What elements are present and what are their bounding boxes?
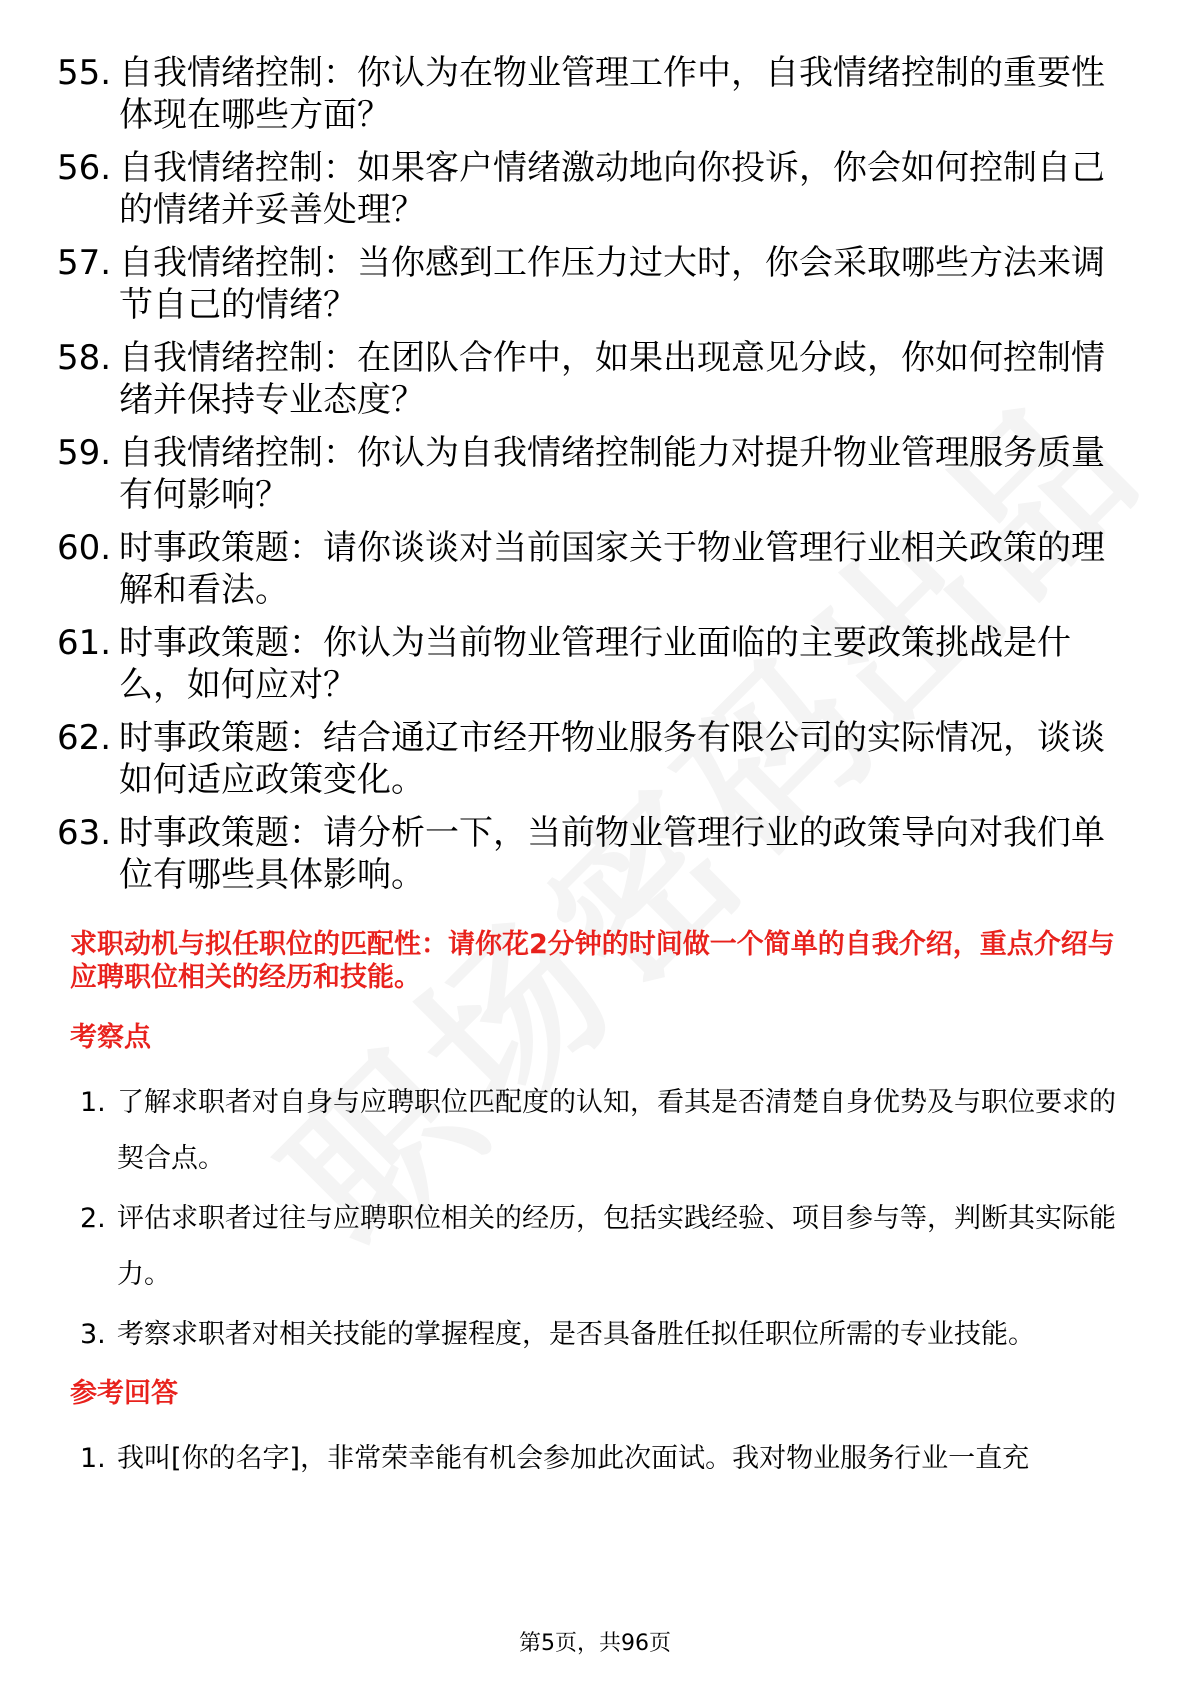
assessment-points-list <box>80 1075 1120 1367</box>
section-heading-reference-answer: 参考回答 <box>70 1378 178 1409</box>
list-item: 62. 时事政策题：结合通辽市经开物业服务有限公司的实际情况，谈谈如何适应政策变化。 <box>57 718 1105 800</box>
question-list <box>57 52 1117 907</box>
list-item: 60. 时事政策题：请你谈谈对当前国家关于物业管理行业相关政策的理解和看法。 <box>57 528 1105 610</box>
section-heading-assessment: 考察点 <box>70 1022 151 1053</box>
list-item: 56. 自我情绪控制：如果客户情绪激动地向你投诉，你会如何控制自己的情绪并妥善处理？ <box>57 148 1105 230</box>
list-item: 2. 评估求职者过往与应聘职位相关的经历，包括实践经验、项目参与等，判断其实际能力。 <box>80 1203 1116 1290</box>
list-item: 59. 自我情绪控制：你认为自我情绪控制能力对提升物业管理服务质量有何影响？ <box>57 433 1105 515</box>
page-number: 第5页，共96页 <box>519 1631 671 1656</box>
reference-answer-list <box>80 1431 1120 1491</box>
list-item: 55. 自我情绪控制：你认为在物业管理工作中，自我情绪控制的重要性体现在哪些方面？ <box>57 53 1105 135</box>
interview-question-title: 求职动机与拟任职位的匹配性：请你花2分钟的时间做一个简单的自我介绍，重点介绍与应聘职位相关的经历和技能。 <box>70 929 1115 993</box>
list-item: 61. 时事政策题：你认为当前物业管理行业面临的主要政策挑战是什么，如何应对？ <box>57 623 1071 705</box>
list-item: 1. 了解求职者对自身与应聘职位匹配度的认知，看其是否清楚自身优势及与职位要求的契合点。 <box>80 1087 1116 1174</box>
list-item: 63. 时事政策题：请分析一下，当前物业管理行业的政策导向对我们单位有哪些具体影响。 <box>57 813 1105 895</box>
list-item: 57. 自我情绪控制：当你感到工作压力过大时，你会采取哪些方法来调节自己的情绪？ <box>57 243 1105 325</box>
list-item: 3. 考察求职者对相关技能的掌握程度，是否具备胜任拟任职位所需的专业技能。 <box>80 1319 1035 1350</box>
list-item: 1. 我叫[你的名字]，非常荣幸能有机会参加此次面试。我对物业服务行业一直充 <box>80 1443 1030 1474</box>
list-item: 58. 自我情绪控制：在团队合作中，如果出现意见分歧，你如何控制情绪并保持专业态度？ <box>57 338 1105 420</box>
